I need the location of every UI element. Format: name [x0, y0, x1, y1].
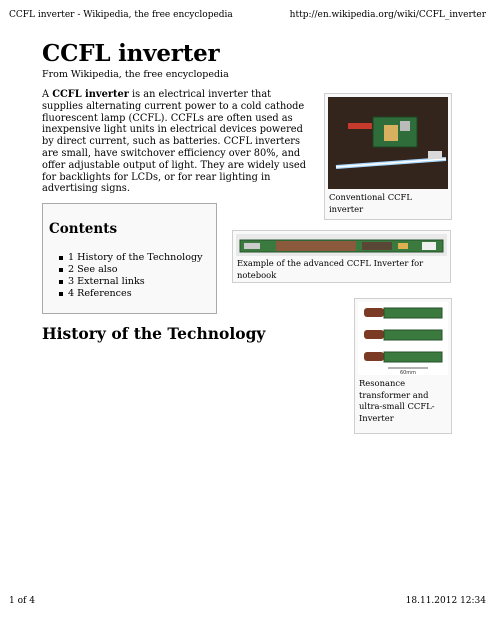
figure-notebook-caption: Example of the advanced CCFL Inverter for notebook: [237, 258, 424, 280]
lead-paragraph: [42, 89, 314, 195]
print-timestamp: 18.11.2012 12:34: [405, 596, 486, 606]
article-header: [42, 40, 454, 80]
conventional-inverter-image[interactable]: [328, 97, 448, 189]
toc-item-label: History of the Technology: [77, 252, 203, 263]
figure-resonance: [354, 298, 452, 434]
toc-item-label: External links: [77, 276, 145, 288]
table-of-contents: [42, 203, 217, 314]
figure-resonance-caption: Resonance transformer and ultra-small CCFL-Inverter: [359, 378, 435, 423]
page-title: CCFL inverter: [42, 40, 220, 67]
toc-title: Contents: [49, 221, 118, 237]
print-header: [9, 10, 486, 24]
print-header-title: CCFL inverter - Wikipedia, the free encyclopedia: [9, 10, 233, 20]
toc-item-number: 2: [68, 264, 75, 276]
toc-item-label: References: [77, 288, 132, 300]
toc-item-label: See also: [77, 264, 118, 276]
lead-prefix: A: [42, 89, 53, 100]
figure-notebook: [232, 230, 451, 283]
toc-list: [59, 252, 206, 300]
figure-conventional: [324, 93, 452, 220]
resonance-inverter-image[interactable]: [358, 302, 448, 375]
toc-item[interactable]: [59, 288, 206, 300]
toc-item[interactable]: [59, 252, 206, 264]
toc-item-number: 1: [68, 252, 75, 263]
toc-item-number: 3: [68, 276, 75, 288]
figure-conventional-caption: Conventional CCFL inverter: [329, 192, 412, 214]
toc-item-number: 4: [68, 288, 75, 300]
page-number: 1 of 4: [9, 596, 35, 606]
section-heading-history: History of the Technology: [42, 324, 266, 343]
print-footer: [9, 596, 486, 610]
lead-body: is an electrical inverter that supplies alternating current power to a cold cathode fluorescent lamp (CCFL). CCFLs are often used as inexpensive light units in electrical devices powered by direct current, such as batteries. CCFL inverters are small, have switchover efficiency over 80%, and offer adjustable output of light. They are widely used for backlights for LCDs, or for rear lighting in advertising signs.: [42, 89, 306, 195]
lead-bold-term: CCFL inverter: [52, 89, 129, 100]
scale-label: 60mm: [399, 370, 417, 375]
notebook-inverter-image[interactable]: [236, 234, 447, 256]
page-subtitle: From Wikipedia, the free encyclopedia: [42, 69, 229, 80]
toc-item[interactable]: [59, 264, 206, 276]
print-header-url[interactable]: http://en.wikipedia.org/wiki/CCFL_inverter: [289, 10, 486, 20]
toc-item[interactable]: [59, 276, 206, 288]
